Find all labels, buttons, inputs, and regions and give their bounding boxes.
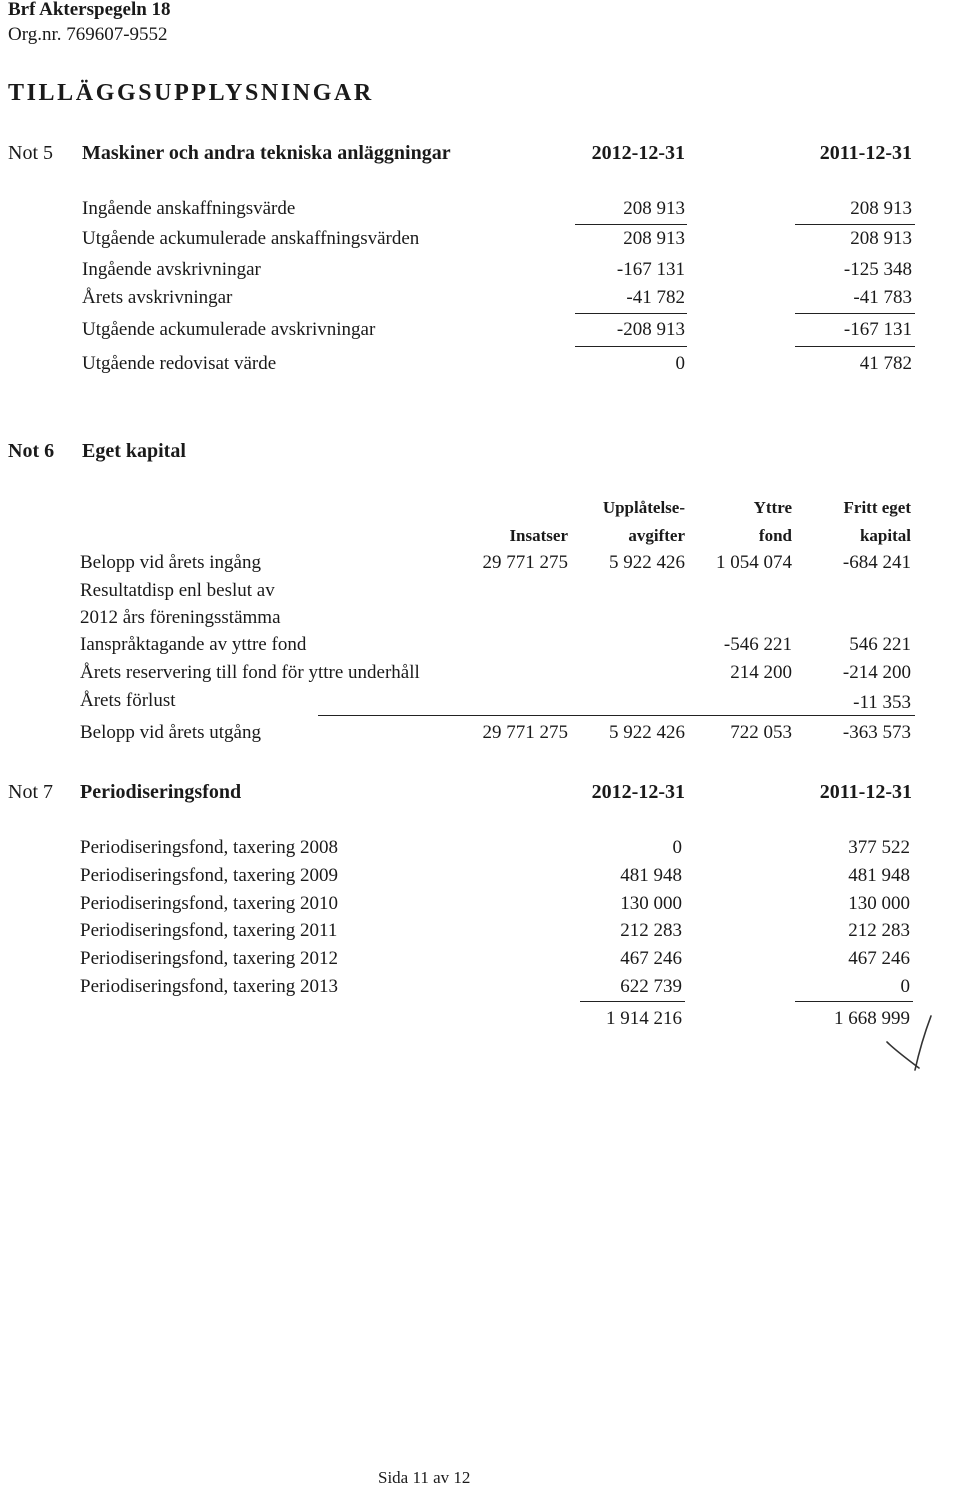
- note6-value-insatser: 29 771 275: [482, 722, 568, 743]
- note5-row-value-2012: -41 782: [626, 287, 685, 308]
- note7-row-label: Periodiseringsfond, taxering 2010: [80, 893, 339, 914]
- subtotal-rule: [795, 224, 915, 225]
- note5-col1-header: 2012-12-31: [591, 142, 685, 164]
- note5-row-value-2012: 208 913: [623, 198, 685, 219]
- note5-row-value-2012: -208 913: [616, 319, 685, 340]
- note6-row-label: Ianspråktagande av yttre fond: [80, 634, 307, 655]
- col-header-upplatelse-top: Upplåtelse-: [602, 498, 685, 517]
- note6-row-label: Belopp vid årets ingång: [80, 552, 261, 573]
- note6-value-kapital: -684 241: [842, 552, 911, 573]
- note7-row-value-2012: 622 739: [620, 976, 682, 997]
- note7-row-label: Periodiseringsfond, taxering 2008: [80, 837, 339, 858]
- note7-row-value-2012: 212 283: [620, 920, 682, 941]
- note6-value-fond: 722 053: [730, 722, 792, 743]
- note5-row-value-2011: -167 131: [843, 319, 912, 340]
- note5-row-value-2012: 208 913: [623, 228, 685, 249]
- note7-row-value-2011: 212 283: [848, 920, 910, 941]
- note6-value-kapital: 546 221: [849, 634, 911, 655]
- col-header-kapital: kapital: [859, 526, 911, 545]
- note6-value-kapital: -11 353: [853, 692, 911, 713]
- note5-row-value-2011: -125 348: [843, 259, 912, 280]
- note6-value-avgifter: 5 922 426: [609, 722, 685, 743]
- note5-row-label: Utgående ackumulerade anskaffningsvärden: [82, 228, 420, 249]
- note5-col2-header: 2011-12-31: [819, 142, 912, 164]
- note6-value-avgifter: 5 922 426: [609, 552, 685, 573]
- note6-row-label: Årets reservering till fond för yttre underhåll: [80, 662, 420, 683]
- note6-value-fond: -546 221: [723, 634, 792, 655]
- subtotal-rule: [795, 313, 915, 314]
- col-header-fond: fond: [758, 526, 792, 545]
- note6-row-label: Årets förlust: [80, 690, 176, 711]
- note6-value-fond: 1 054 074: [716, 552, 792, 573]
- note5-row-value-2011: 208 913: [850, 198, 912, 219]
- note5-row-value-2011: 208 913: [850, 228, 912, 249]
- note7-row-label: Periodiseringsfond, taxering 2013: [80, 976, 339, 997]
- note5-row-label: Ingående avskrivningar: [82, 259, 261, 280]
- note7-row-value-2012: 0: [672, 837, 682, 858]
- note6-row-label: 2012 års föreningsstämma: [80, 607, 281, 628]
- subtotal-rule: [575, 224, 687, 225]
- note7-total-2012: 1 914 216: [606, 1008, 682, 1029]
- subtotal-rule: [575, 313, 687, 314]
- note6-row-label: Belopp vid årets utgång: [80, 722, 261, 743]
- note7-label: Not 7: [8, 781, 53, 803]
- subtotal-rule: [795, 1001, 913, 1002]
- total-rule: [318, 715, 915, 716]
- note6-row-label: Resultatdisp enl beslut av: [80, 580, 275, 601]
- note7-row-value-2011: 377 522: [848, 837, 910, 858]
- col-header-avgifter: avgifter: [628, 526, 685, 545]
- note5-row-label: Årets avskrivningar: [82, 287, 233, 308]
- note7-row-label: Periodiseringsfond, taxering 2012: [80, 948, 339, 969]
- note7-total-2011: 1 668 999: [834, 1008, 910, 1029]
- note7-row-label: Periodiseringsfond, taxering 2009: [80, 865, 339, 886]
- note7-row-label: Periodiseringsfond, taxering 2011: [80, 920, 338, 941]
- note5-row-value-2012: -167 131: [616, 259, 685, 280]
- note7-row-value-2012: 467 246: [620, 948, 682, 969]
- note7-row-value-2012: 481 948: [620, 865, 682, 886]
- section-title: TILLÄGGSUPPLYSNINGAR: [8, 80, 374, 106]
- note5-row-label: Ingående anskaffningsvärde: [82, 198, 296, 219]
- note6-value-kapital: -363 573: [842, 722, 911, 743]
- subtotal-rule: [575, 346, 687, 347]
- note5-row-value-2011: -41 783: [853, 287, 912, 308]
- org-number: Org.nr. 769607-9552: [8, 24, 168, 45]
- note7-title: Periodiseringsfond: [80, 781, 242, 803]
- note7-col1-header: 2012-12-31: [591, 781, 685, 803]
- col-header-yttre-top: Yttre: [753, 498, 792, 517]
- page-number: Sida 11 av 12: [378, 1468, 471, 1487]
- note6-value-kapital: -214 200: [842, 662, 911, 683]
- note5-label: Not 5: [8, 142, 53, 164]
- note6-label: Not 6: [8, 440, 55, 462]
- subtotal-rule: [795, 346, 915, 347]
- note6-title: Eget kapital: [82, 440, 186, 462]
- handwritten-check-mark-icon: [885, 1010, 935, 1072]
- note7-row-value-2011: 0: [900, 976, 910, 997]
- org-name: Brf Akterspegeln 18: [8, 0, 171, 20]
- note6-value-insatser: 29 771 275: [482, 552, 568, 573]
- note5-row-value-2011: 41 782: [859, 353, 912, 374]
- col-header-fritt-top: Fritt eget: [843, 498, 911, 517]
- note7-row-value-2012: 130 000: [620, 893, 682, 914]
- note7-col2-header: 2011-12-31: [819, 781, 912, 803]
- note6-value-fond: 214 200: [730, 662, 792, 683]
- subtotal-rule: [580, 1001, 685, 1002]
- note5-title: Maskiner och andra tekniska anläggningar: [82, 142, 451, 164]
- note7-row-value-2011: 130 000: [848, 893, 910, 914]
- note5-row-label: Utgående redovisat värde: [82, 353, 277, 374]
- note7-row-value-2011: 467 246: [848, 948, 910, 969]
- note5-row-value-2012: 0: [675, 353, 685, 374]
- note7-row-value-2011: 481 948: [848, 865, 910, 886]
- col-header-insatser: Insatser: [509, 526, 568, 545]
- note5-row-label: Utgående ackumulerade avskrivningar: [82, 319, 376, 340]
